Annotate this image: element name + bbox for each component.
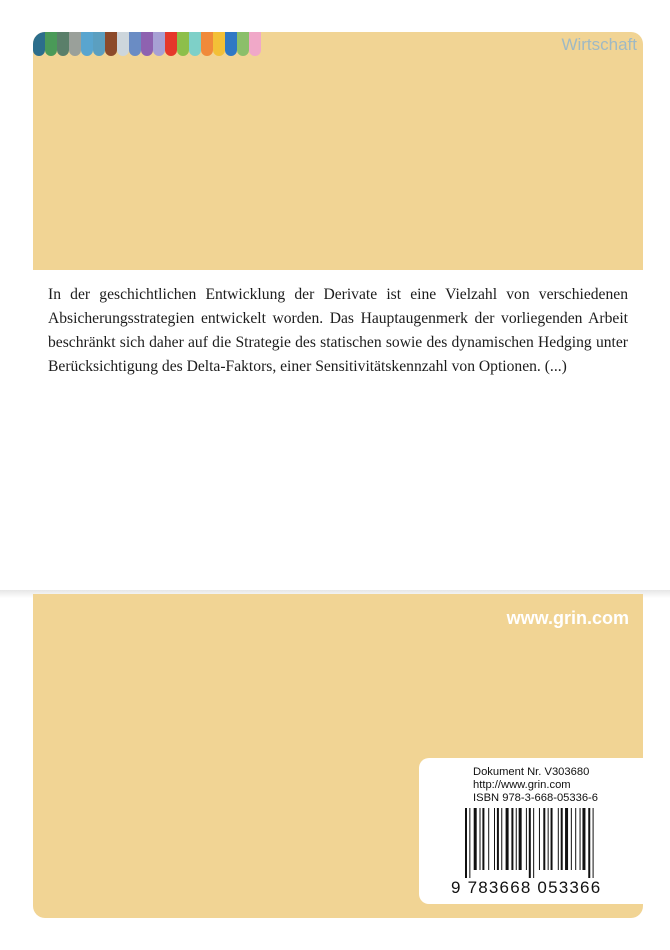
barcode-digits: 9 783668 053366 [451,878,602,897]
color-stripe [189,32,201,56]
color-stripe [117,32,129,56]
color-stripe [153,32,165,56]
color-stripe [93,32,105,56]
color-stripe [141,32,153,56]
blurb-text: In der geschichtlichen Entwicklung der Derivate ist eine Vielzahl von verschiedenen Absicherungsstrategien entwickelt worden. Das Hauptaugenmerk der vorliegenden Arbeit beschränkt sich daher auf die Strategie des statischen sowie des dynamischen Hedging unter Berücksichtigung des Delta-Faktors, einer Sensitivitätskennzahl von Optionen. (...) [48,286,628,375]
color-stripe [165,32,177,56]
isbn-info-box [419,758,643,904]
color-stripe [237,32,249,56]
color-stripe [249,32,261,56]
cover-top-panel [33,32,643,270]
color-stripe [177,32,189,56]
barcode-icon [463,808,631,880]
publisher-url: http://www.grin.com [473,779,571,791]
series-label: Wirtschaft [561,35,637,54]
color-stripe [225,32,237,56]
color-stripe [129,32,141,56]
color-stripe [45,32,57,56]
color-stripe [33,32,45,56]
isbn-number: ISBN 978-3-668-05336-6 [473,792,599,804]
color-stripe [213,32,225,56]
color-stripes [33,32,261,56]
color-stripe [201,32,213,56]
color-stripe [81,32,93,56]
color-stripe [69,32,81,56]
document-number: Dokument Nr. V303680 [473,766,590,778]
color-stripe [57,32,69,56]
info-lines [473,766,598,805]
publisher-website: www.grin.com [506,608,629,628]
color-stripe [105,32,117,56]
